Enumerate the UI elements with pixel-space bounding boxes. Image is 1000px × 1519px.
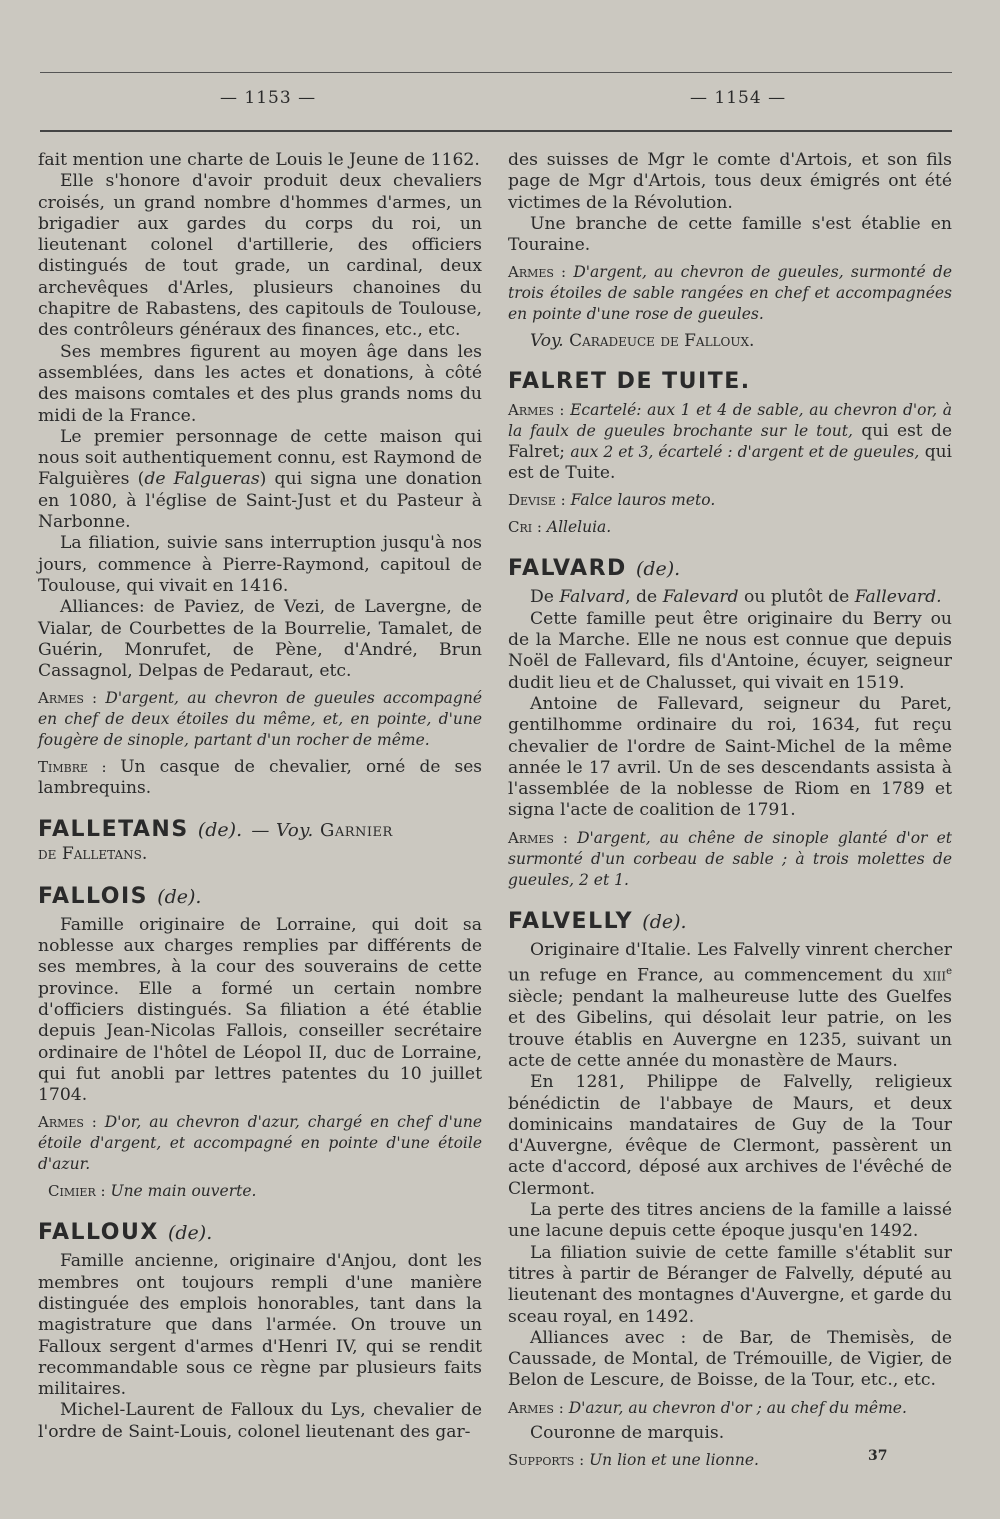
- paragraph: Une branche de cette famille s'est établie en Touraine.: [508, 213, 952, 256]
- left-column: [38, 150, 482, 1443]
- paragraph: des suisses de Mgr le comte d'Artois, et son fils page de Mgr d'Artois, tous deux émigrés ont été victimes de la Révolution.: [508, 150, 952, 213]
- armes-blazon: Armes : D'azur, au chevron d'or ; au chef du même.: [508, 1398, 907, 1417]
- cross-reference: de Falletans.: [38, 844, 148, 865]
- armes-blazon: Armes : Ecartelé: aux 1 et 4 de sable, au chevron d'or, à la faulx de gueules brochante sur le tout, qui est de Falret; aux 2 et 3, écartelé : d'argent et de gueules, qui est de Tuite.: [508, 401, 952, 484]
- paragraph: Originaire d'Italie. Les Falvelly vinrent chercher un refuge en France, au commencement du xiii$^e$ siècle; pendant la malheureuse lutte des Guelfes et des Gibelins, qui désolait leur patrie, on les trouve établis en Auvergne en 1235, suivant un acte de cette année du monastère de Maurs.: [508, 939, 952, 1071]
- entry-heading-falvard: FALVARD (de).: [508, 556, 681, 582]
- page-number-right: — 1154 —: [690, 88, 787, 108]
- entry-heading-falletans: FALLETANS (de). — Voy. Garnier: [38, 817, 393, 843]
- armes-blazon: Armes : D'or, au chevron d'azur, chargé en chef d'une étoile d'argent, et accompagné en pointe d'une étoile d'azur.: [38, 1113, 482, 1174]
- supports-blazon: Supports : Un lion et une lionne.: [508, 1451, 759, 1470]
- armes-blazon: Armes : D'argent, au chevron de gueules, surmonté de trois étoiles de sable rangées en chef et accompagnées en pointe d'une rose de gueules.: [508, 263, 953, 324]
- timbre-blazon: Timbre : Un casque de chevalier, orné de ses lambrequins.: [38, 757, 482, 799]
- paragraph: Alliances: de Paviez, de Vezi, de Lavergne, de Vialar, de Courbettes de la Bourrelie, Tamalet, de Guérin, Monrufet, de Pène, d'André, Brun Cassagnol, Delpas de Pedaraut, etc.: [38, 597, 482, 682]
- paragraph: La filiation suivie de cette famille s'établit sur titres à partir de Béranger de Falvelly, député au lieutenant des montagnes d'Auvergne, et garde du sceau royal, en 1492.: [508, 1242, 952, 1327]
- right-column: [508, 150, 952, 1475]
- paragraph: Cette famille peut être originaire du Berry ou de la Marche. Elle ne nous est connue que depuis Noël de Fallevard, fils d'Antoine, écuyer, seigneur dudit lieu et de Chalusset, qui vivait en 1519.: [508, 608, 952, 693]
- paragraph: fait mention une charte de Louis le Jeune de 1162.: [38, 150, 480, 170]
- paragraph: La perte des titres anciens de la famille a laissé une lacune depuis cette époque jusqu'en 1492.: [508, 1200, 952, 1242]
- paragraph: Le premier personnage de cette maison qui nous soit authentiquement connu, est Raymond de Falguières (de Falgueras) qui signa une donation en 1080, à l'église de Saint-Just et du Pasteur à Narbonne.: [38, 426, 482, 533]
- entry-heading-falret: FALRET DE TUITE.: [508, 369, 751, 395]
- entry-heading-falvelly: FALVELLY (de).: [508, 908, 687, 934]
- header-rule-bottom: [40, 130, 952, 132]
- paragraph: La filiation, suivie sans interruption jusqu'à nos jours, commence à Pierre-Raymond, capitoul de Toulouse, qui vivait en 1416.: [38, 533, 482, 596]
- paragraph: Famille originaire de Lorraine, qui doit sa noblesse aux charges remplies par différents de ses membres, à la cour des souverains de cette province. Elle a formé un certain nombre d'officiers distingués. Sa filiation a été établie depuis Jean-Nicolas Fallois, conseiller secrétaire ordinaire de l'hôtel de Léopol II, duc de Lorraine, qui fut anobli par lettres patentes du 10 juillet 1704.: [38, 914, 482, 1106]
- paragraph: Couronne de marquis.: [530, 1422, 725, 1443]
- cri-blazon: Cri : Alleluia.: [508, 518, 612, 537]
- devise-blazon: Devise : Falce lauros meto.: [508, 491, 716, 510]
- paragraph: Ses membres figurent au moyen âge dans les assemblées, dans les actes et donations, à côté des maisons comtales et des plus grands noms du midi de la France.: [38, 341, 482, 426]
- armes-blazon: Armes : D'argent, au chêne de sinople glanté d'or et surmonté d'un corbeau de sable ; à trois molettes de gueules, 2 et 1.: [508, 828, 952, 889]
- paragraph: Antoine de Fallevard, seigneur du Paret, gentilhomme ordinaire du roi, 1634, fut reçu chevalier de l'ordre de Saint-Michel de la même année le 17 avril. Un de ses descendants assista à l'assemblée de la noblesse de Riom en 1789 et signa l'acte de coalition de 1791.: [508, 693, 952, 821]
- cross-reference: Voy. Caradeuce de Falloux.: [530, 331, 755, 352]
- paragraph: Famille ancienne, originaire d'Anjou, dont les membres ont toujours rempli d'une manière distinguée des emplois honorables, tant dans la magistrature que dans l'armée. On trouve un Falloux sergent d'armes d'Henri IV, qui se rendit recommandable sous ce règne par plusieurs faits militaires.: [38, 1251, 482, 1400]
- paragraph: Michel-Laurent de Falloux du Lys, chevalier de l'ordre de Saint-Louis, colonel lieutenant des gar-: [38, 1400, 482, 1442]
- entry-heading-fallois: FALLOIS (de).: [38, 883, 202, 909]
- paragraph: De Falvard, de Falevard ou plutôt de Fallevard.: [530, 587, 942, 608]
- signature-number: 37: [868, 1448, 888, 1464]
- entry-heading-falloux: FALLOUX (de).: [38, 1220, 213, 1246]
- cimier-blazon: Cimier : Une main ouverte.: [48, 1182, 257, 1201]
- paragraph: Elle s'honore d'avoir produit deux chevaliers croisés, un grand nombre d'hommes d'armes, un brigadier aux gardes du corps du roi, un lieutenant colonel d'artillerie, des officiers distingués de tout grade, un cardinal, deux archevêques d'Arles, plusieurs chanoines du chapitre de Rabastens, des capitouls de Toulouse, des contrôleurs généraux des finances, etc., etc.: [38, 171, 482, 341]
- header-rule-top: [40, 72, 952, 73]
- paragraph: Alliances avec : de Bar, de Themisès, de Caussade, de Montal, de Trémouille, de Vigier, de Belon de Lescure, de Boisse, de la Tour, etc., etc.: [508, 1327, 952, 1391]
- page-number-left: — 1153 —: [220, 88, 317, 108]
- armes-blazon: Armes : D'argent, au chevron de gueules accompagné en chef de deux étoiles du même, et, en pointe, d'une fougère de sinople, partant d'un rocher de même.: [38, 689, 482, 750]
- paragraph: En 1281, Philippe de Falvelly, religieux bénédictin de l'abbaye de Maurs, et deux dominicains mandataires de Guy de la Tour d'Auvergne, évêque de Clermont, passèrent un acte d'accord, déposé aux archives de l'évêché de Clermont.: [508, 1072, 952, 1199]
